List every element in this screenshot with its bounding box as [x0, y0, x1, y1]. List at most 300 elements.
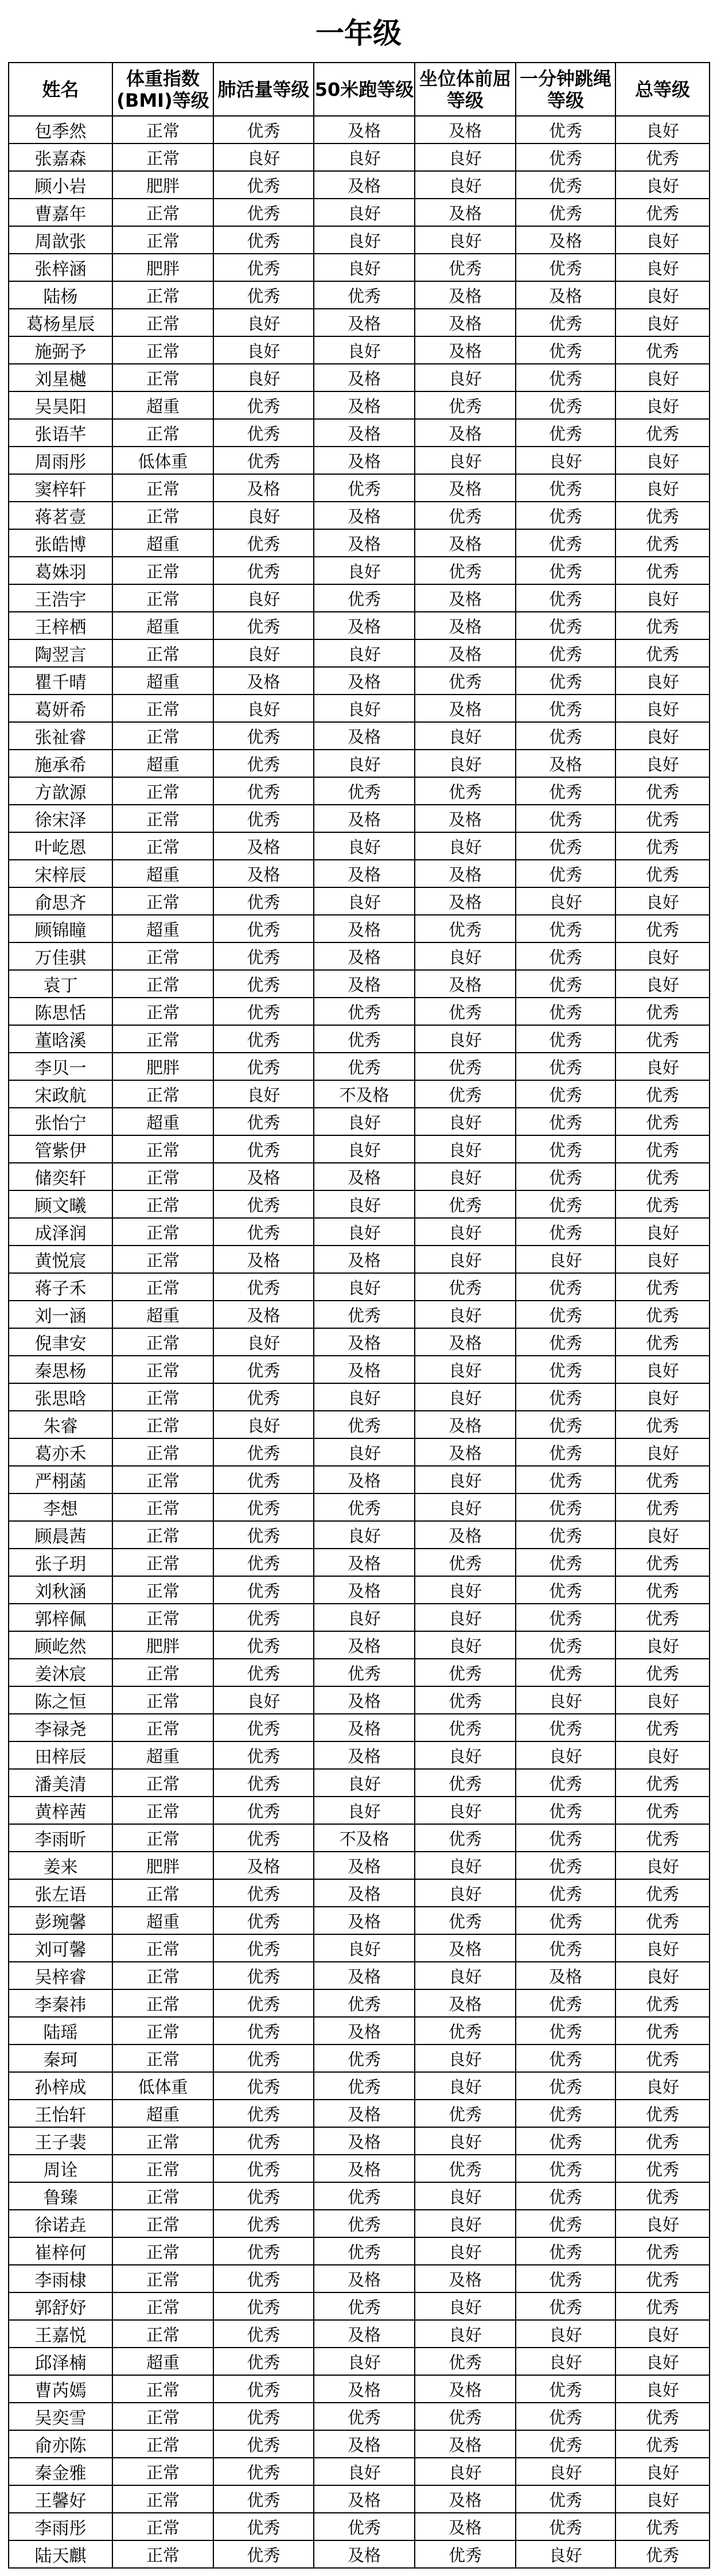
student-name-cell: 张左语 — [9, 1879, 112, 1907]
table-row — [9, 777, 710, 805]
sit-and-reach-grade-cell: 及格 — [415, 887, 516, 915]
table-row — [9, 447, 710, 474]
sit-and-reach-grade-cell: 良好 — [415, 1383, 516, 1411]
bmi-grade-cell: 超重 — [112, 2348, 213, 2375]
bmi-grade-cell: 正常 — [112, 1989, 213, 2017]
sit-and-reach-grade-cell: 优秀 — [415, 2017, 516, 2044]
total-grade-cell: 优秀 — [615, 1549, 710, 1576]
rope-skipping-grade-cell: 优秀 — [516, 667, 615, 695]
total-grade-cell: 优秀 — [615, 1769, 710, 1797]
table-row — [9, 2292, 710, 2320]
run-50m-grade-cell: 及格 — [314, 116, 415, 143]
sit-and-reach-grade-cell: 良好 — [415, 226, 516, 254]
rope-skipping-grade-cell: 优秀 — [516, 1934, 615, 1962]
lung-capacity-grade-cell: 优秀 — [213, 1631, 314, 1659]
rope-skipping-grade-cell: 优秀 — [516, 1273, 615, 1301]
total-grade-cell: 优秀 — [615, 1907, 710, 1934]
sit-and-reach-grade-cell: 优秀 — [415, 2155, 516, 2182]
run-50m-grade-cell: 良好 — [314, 832, 415, 860]
sit-and-reach-grade-cell: 优秀 — [415, 2100, 516, 2127]
rope-skipping-grade-cell: 优秀 — [516, 2430, 615, 2458]
total-grade-cell: 优秀 — [615, 1025, 710, 1053]
table-row — [9, 2320, 710, 2348]
total-grade-cell: 优秀 — [615, 1108, 710, 1135]
lung-capacity-grade-cell: 优秀 — [213, 1576, 314, 1604]
rope-skipping-grade-cell: 优秀 — [516, 199, 615, 226]
sit-and-reach-grade-cell: 良好 — [415, 2182, 516, 2210]
rope-skipping-grade-cell: 及格 — [516, 750, 615, 777]
lung-capacity-grade-cell: 优秀 — [213, 1824, 314, 1852]
rope-skipping-grade-cell: 优秀 — [516, 2072, 615, 2100]
bmi-grade-cell: 正常 — [112, 1163, 213, 1190]
lung-capacity-grade-cell: 优秀 — [213, 1659, 314, 1686]
run-50m-grade-cell: 及格 — [314, 1741, 415, 1769]
lung-capacity-grade-cell: 优秀 — [213, 1549, 314, 1576]
sit-and-reach-grade-cell: 良好 — [415, 2320, 516, 2348]
lung-capacity-grade-cell: 优秀 — [213, 2265, 314, 2292]
student-name-cell: 秦金雅 — [9, 2458, 112, 2485]
lung-capacity-grade-cell: 及格 — [213, 474, 314, 502]
total-grade-cell: 优秀 — [615, 1411, 710, 1438]
table-row — [9, 860, 710, 887]
rope-skipping-grade-cell: 优秀 — [516, 2100, 615, 2127]
sit-and-reach-grade-cell: 优秀 — [415, 1769, 516, 1797]
rope-skipping-grade-cell: 优秀 — [516, 1989, 615, 2017]
total-grade-cell: 优秀 — [615, 998, 710, 1025]
total-grade-cell: 良好 — [615, 1686, 710, 1714]
student-name-cell: 张祉睿 — [9, 722, 112, 750]
total-grade-cell: 良好 — [615, 391, 710, 419]
total-grade-cell: 优秀 — [615, 2403, 710, 2430]
run-50m-grade-cell: 优秀 — [314, 584, 415, 612]
table-row — [9, 1852, 710, 1879]
student-name-cell: 李贝一 — [9, 1053, 112, 1080]
run-50m-grade-cell: 及格 — [314, 1163, 415, 1190]
run-50m-grade-cell: 优秀 — [314, 1493, 415, 1521]
sit-and-reach-grade-cell: 优秀 — [415, 998, 516, 1025]
lung-capacity-grade-cell: 优秀 — [213, 1934, 314, 1962]
table-row — [9, 1714, 710, 1741]
sit-and-reach-grade-cell: 良好 — [415, 1741, 516, 1769]
sit-and-reach-grade-cell: 及格 — [415, 970, 516, 998]
table-row — [9, 998, 710, 1025]
lung-capacity-grade-cell: 良好 — [213, 143, 314, 171]
rope-skipping-grade-cell: 优秀 — [516, 2155, 615, 2182]
sit-and-reach-grade-cell: 优秀 — [415, 2540, 516, 2568]
rope-skipping-grade-cell: 优秀 — [516, 722, 615, 750]
bmi-grade-cell: 正常 — [112, 1824, 213, 1852]
table-row — [9, 1879, 710, 1907]
rope-skipping-grade-cell: 优秀 — [516, 1493, 615, 1521]
sit-and-reach-grade-cell: 优秀 — [415, 667, 516, 695]
sit-and-reach-grade-cell: 良好 — [415, 1962, 516, 1989]
table-row — [9, 639, 710, 667]
rope-skipping-grade-cell: 优秀 — [516, 612, 615, 639]
rope-skipping-grade-cell: 优秀 — [516, 557, 615, 584]
total-grade-cell: 良好 — [615, 474, 710, 502]
rope-skipping-grade-cell: 优秀 — [516, 116, 615, 143]
student-name-cell: 管紫伊 — [9, 1135, 112, 1163]
lung-capacity-grade-cell: 优秀 — [213, 722, 314, 750]
total-grade-cell: 良好 — [615, 171, 710, 199]
total-grade-cell: 良好 — [615, 254, 710, 281]
total-grade-cell: 良好 — [615, 309, 710, 336]
total-grade-cell: 良好 — [615, 2485, 710, 2513]
student-name-cell: 顾小岩 — [9, 171, 112, 199]
sit-and-reach-grade-cell: 优秀 — [415, 502, 516, 529]
table-row — [9, 199, 710, 226]
rope-skipping-grade-cell: 优秀 — [516, 1852, 615, 1879]
rope-skipping-grade-cell: 优秀 — [516, 998, 615, 1025]
total-grade-cell: 良好 — [615, 970, 710, 998]
rope-skipping-grade-cell: 优秀 — [516, 1301, 615, 1328]
table-row — [9, 502, 710, 529]
bmi-grade-cell: 正常 — [112, 970, 213, 998]
table-row — [9, 1521, 710, 1549]
lung-capacity-grade-cell: 优秀 — [213, 2182, 314, 2210]
lung-capacity-grade-cell: 良好 — [213, 364, 314, 391]
table-row — [9, 1218, 710, 1246]
rope-skipping-grade-cell: 优秀 — [516, 1714, 615, 1741]
table-row — [9, 2017, 710, 2044]
run-50m-grade-cell: 不及格 — [314, 1080, 415, 1108]
lung-capacity-grade-cell: 优秀 — [213, 1025, 314, 1053]
bmi-grade-cell: 正常 — [112, 2375, 213, 2403]
bmi-grade-cell: 正常 — [112, 1576, 213, 1604]
run-50m-grade-cell: 优秀 — [314, 2292, 415, 2320]
table-row — [9, 887, 710, 915]
rope-skipping-grade-cell: 优秀 — [516, 584, 615, 612]
rope-skipping-grade-cell: 优秀 — [516, 805, 615, 832]
lung-capacity-grade-cell: 优秀 — [213, 942, 314, 970]
total-grade-cell: 优秀 — [615, 2155, 710, 2182]
bmi-grade-cell: 超重 — [112, 1741, 213, 1769]
total-grade-cell: 优秀 — [615, 557, 710, 584]
rope-skipping-grade-cell: 优秀 — [516, 2375, 615, 2403]
run-50m-grade-cell: 良好 — [314, 1604, 415, 1631]
table-row — [9, 2485, 710, 2513]
student-name-cell: 王子裴 — [9, 2127, 112, 2155]
student-name-cell: 顾文曦 — [9, 1190, 112, 1218]
student-name-cell: 陆天麒 — [9, 2540, 112, 2568]
table-row — [9, 1383, 710, 1411]
table-row — [9, 1135, 710, 1163]
run-50m-grade-cell: 良好 — [314, 1934, 415, 1962]
rope-skipping-grade-cell: 优秀 — [516, 695, 615, 722]
run-50m-grade-cell: 良好 — [314, 887, 415, 915]
bmi-grade-cell: 超重 — [112, 2100, 213, 2127]
lung-capacity-grade-cell: 优秀 — [213, 2072, 314, 2100]
run-50m-grade-cell: 及格 — [314, 1686, 415, 1714]
rope-skipping-grade-cell: 优秀 — [516, 2485, 615, 2513]
total-grade-cell: 良好 — [615, 2320, 710, 2348]
run-50m-grade-cell: 及格 — [314, 915, 415, 942]
total-grade-cell: 优秀 — [615, 336, 710, 364]
total-grade-cell: 优秀 — [615, 1576, 710, 1604]
sit-and-reach-grade-cell: 良好 — [415, 1466, 516, 1493]
table-row — [9, 2348, 710, 2375]
rope-skipping-grade-cell: 优秀 — [516, 1053, 615, 1080]
total-grade-cell: 优秀 — [615, 143, 710, 171]
student-name-cell: 顾屹然 — [9, 1631, 112, 1659]
sit-and-reach-grade-cell: 及格 — [415, 2375, 516, 2403]
sit-and-reach-grade-cell: 良好 — [415, 1576, 516, 1604]
total-grade-cell: 优秀 — [615, 1328, 710, 1356]
sit-and-reach-grade-cell: 良好 — [415, 2072, 516, 2100]
table-row — [9, 1053, 710, 1080]
lung-capacity-grade-cell: 优秀 — [213, 2155, 314, 2182]
rope-skipping-grade-cell: 优秀 — [516, 254, 615, 281]
run-50m-grade-cell: 及格 — [314, 612, 415, 639]
lung-capacity-grade-cell: 优秀 — [213, 2375, 314, 2403]
sit-and-reach-grade-cell: 及格 — [415, 336, 516, 364]
sit-and-reach-grade-cell: 及格 — [415, 584, 516, 612]
bmi-grade-cell: 正常 — [112, 777, 213, 805]
run-50m-grade-cell: 及格 — [314, 364, 415, 391]
student-name-cell: 叶屹恩 — [9, 832, 112, 860]
bmi-grade-cell: 低体重 — [112, 447, 213, 474]
rope-skipping-grade-cell: 优秀 — [516, 1135, 615, 1163]
lung-capacity-grade-cell: 优秀 — [213, 2458, 314, 2485]
rope-skipping-grade-cell: 优秀 — [516, 1438, 615, 1466]
run-50m-grade-cell: 优秀 — [314, 998, 415, 1025]
run-50m-grade-cell: 良好 — [314, 1135, 415, 1163]
run-50m-grade-cell: 及格 — [314, 2265, 415, 2292]
student-name-cell: 鲁臻 — [9, 2182, 112, 2210]
sit-and-reach-grade-cell: 优秀 — [415, 915, 516, 942]
rope-skipping-grade-cell: 良好 — [516, 2348, 615, 2375]
lung-capacity-grade-cell: 优秀 — [213, 2485, 314, 2513]
lung-capacity-grade-cell: 优秀 — [213, 171, 314, 199]
bmi-grade-cell: 正常 — [112, 557, 213, 584]
total-grade-cell: 优秀 — [615, 2513, 710, 2540]
rope-skipping-grade-cell: 优秀 — [516, 143, 615, 171]
bmi-grade-cell: 正常 — [112, 1438, 213, 1466]
rope-skipping-grade-cell: 优秀 — [516, 1549, 615, 1576]
total-grade-cell: 良好 — [615, 2348, 710, 2375]
student-name-cell: 张语芊 — [9, 419, 112, 447]
table-row — [9, 1631, 710, 1659]
header-total: 总等级 — [615, 63, 710, 116]
sit-and-reach-grade-cell: 优秀 — [415, 1907, 516, 1934]
bmi-grade-cell: 超重 — [112, 391, 213, 419]
lung-capacity-grade-cell: 及格 — [213, 1163, 314, 1190]
bmi-grade-cell: 正常 — [112, 942, 213, 970]
student-name-cell: 张思晗 — [9, 1383, 112, 1411]
run-50m-grade-cell: 及格 — [314, 1907, 415, 1934]
table-row — [9, 143, 710, 171]
bmi-grade-cell: 正常 — [112, 1135, 213, 1163]
run-50m-grade-cell: 优秀 — [314, 2044, 415, 2072]
bmi-grade-cell: 超重 — [112, 915, 213, 942]
rope-skipping-grade-cell: 优秀 — [516, 2292, 615, 2320]
sit-and-reach-grade-cell: 优秀 — [415, 1714, 516, 1741]
student-name-cell: 葛亦禾 — [9, 1438, 112, 1466]
total-grade-cell: 良好 — [615, 1218, 710, 1246]
table-row — [9, 1163, 710, 1190]
total-grade-cell: 良好 — [615, 584, 710, 612]
bmi-grade-cell: 正常 — [112, 1080, 213, 1108]
bmi-grade-cell: 正常 — [112, 2265, 213, 2292]
table-row — [9, 2403, 710, 2430]
total-grade-cell: 良好 — [615, 226, 710, 254]
total-grade-cell: 良好 — [615, 1962, 710, 1989]
bmi-grade-cell: 正常 — [112, 998, 213, 1025]
student-name-cell: 瞿千晴 — [9, 667, 112, 695]
sit-and-reach-grade-cell: 良好 — [415, 1356, 516, 1383]
run-50m-grade-cell: 及格 — [314, 1576, 415, 1604]
total-grade-cell: 优秀 — [615, 199, 710, 226]
sit-and-reach-grade-cell: 及格 — [415, 281, 516, 309]
bmi-grade-cell: 正常 — [112, 2017, 213, 2044]
student-name-cell: 蒋子禾 — [9, 1273, 112, 1301]
run-50m-grade-cell: 及格 — [314, 447, 415, 474]
table-row — [9, 2044, 710, 2072]
student-name-cell: 张子玥 — [9, 1549, 112, 1576]
table-row — [9, 2210, 710, 2237]
table-row — [9, 2237, 710, 2265]
sit-and-reach-grade-cell: 良好 — [415, 171, 516, 199]
page-title: 一年级 — [315, 17, 402, 50]
table-row — [9, 1934, 710, 1962]
lung-capacity-grade-cell: 优秀 — [213, 529, 314, 557]
run-50m-grade-cell: 优秀 — [314, 1411, 415, 1438]
table-row — [9, 1769, 710, 1797]
lung-capacity-grade-cell: 良好 — [213, 502, 314, 529]
bmi-grade-cell: 正常 — [112, 2430, 213, 2458]
student-name-cell: 窦梓轩 — [9, 474, 112, 502]
table-row — [9, 832, 710, 860]
lung-capacity-grade-cell: 优秀 — [213, 1438, 314, 1466]
lung-capacity-grade-cell: 优秀 — [213, 1714, 314, 1741]
student-name-cell: 黄梓茜 — [9, 1797, 112, 1824]
student-name-cell: 周歆张 — [9, 226, 112, 254]
sit-and-reach-grade-cell: 良好 — [415, 1604, 516, 1631]
sit-and-reach-grade-cell: 及格 — [415, 474, 516, 502]
bmi-grade-cell: 正常 — [112, 722, 213, 750]
rope-skipping-grade-cell: 及格 — [516, 226, 615, 254]
table-row — [9, 1604, 710, 1631]
student-name-cell: 蒋茗壹 — [9, 502, 112, 529]
student-name-cell: 朱睿 — [9, 1411, 112, 1438]
lung-capacity-grade-cell: 优秀 — [213, 1604, 314, 1631]
bmi-grade-cell: 正常 — [112, 281, 213, 309]
run-50m-grade-cell: 优秀 — [314, 1053, 415, 1080]
sit-and-reach-grade-cell: 及格 — [415, 1934, 516, 1962]
run-50m-grade-cell: 优秀 — [314, 2513, 415, 2540]
bmi-grade-cell: 正常 — [112, 639, 213, 667]
lung-capacity-grade-cell: 优秀 — [213, 2017, 314, 2044]
total-grade-cell: 优秀 — [615, 639, 710, 667]
run-50m-grade-cell: 优秀 — [314, 2210, 415, 2237]
sit-and-reach-grade-cell: 良好 — [415, 2127, 516, 2155]
lung-capacity-grade-cell: 优秀 — [213, 254, 314, 281]
lung-capacity-grade-cell: 优秀 — [213, 1797, 314, 1824]
run-50m-grade-cell: 良好 — [314, 2458, 415, 2485]
bmi-grade-cell: 正常 — [112, 832, 213, 860]
total-grade-cell: 优秀 — [615, 502, 710, 529]
total-grade-cell: 优秀 — [615, 915, 710, 942]
run-50m-grade-cell: 及格 — [314, 2430, 415, 2458]
rope-skipping-grade-cell: 良好 — [516, 1741, 615, 1769]
lung-capacity-grade-cell: 及格 — [213, 832, 314, 860]
sit-and-reach-grade-cell: 良好 — [415, 143, 516, 171]
sit-and-reach-grade-cell: 良好 — [415, 1631, 516, 1659]
total-grade-cell: 良好 — [615, 2210, 710, 2237]
sit-and-reach-grade-cell: 及格 — [415, 2513, 516, 2540]
bmi-grade-cell: 正常 — [112, 1797, 213, 1824]
total-grade-cell: 良好 — [615, 2458, 710, 2485]
rope-skipping-grade-cell: 优秀 — [516, 1328, 615, 1356]
student-name-cell: 陆杨 — [9, 281, 112, 309]
lung-capacity-grade-cell: 优秀 — [213, 970, 314, 998]
sit-and-reach-grade-cell: 良好 — [415, 942, 516, 970]
total-grade-cell: 优秀 — [615, 1824, 710, 1852]
total-grade-cell: 优秀 — [615, 1466, 710, 1493]
lung-capacity-grade-cell: 优秀 — [213, 1273, 314, 1301]
bmi-grade-cell: 正常 — [112, 1383, 213, 1411]
run-50m-grade-cell: 及格 — [314, 722, 415, 750]
header-row — [9, 63, 710, 116]
run-50m-grade-cell: 及格 — [314, 1631, 415, 1659]
sit-and-reach-grade-cell: 及格 — [415, 116, 516, 143]
rope-skipping-grade-cell: 优秀 — [516, 1604, 615, 1631]
table-row — [9, 1907, 710, 1934]
total-grade-cell: 优秀 — [615, 1604, 710, 1631]
table-row — [9, 1301, 710, 1328]
student-name-cell: 董晗溪 — [9, 1025, 112, 1053]
run-50m-grade-cell: 良好 — [314, 1108, 415, 1135]
student-name-cell: 葛姝羽 — [9, 557, 112, 584]
bmi-grade-cell: 超重 — [112, 750, 213, 777]
lung-capacity-grade-cell: 及格 — [213, 667, 314, 695]
bmi-grade-cell: 正常 — [112, 309, 213, 336]
sit-and-reach-grade-cell: 及格 — [415, 1328, 516, 1356]
rope-skipping-grade-cell: 优秀 — [516, 364, 615, 391]
rope-skipping-grade-cell: 优秀 — [516, 832, 615, 860]
sit-and-reach-grade-cell: 优秀 — [415, 391, 516, 419]
rope-skipping-grade-cell: 优秀 — [516, 1411, 615, 1438]
total-grade-cell: 优秀 — [615, 529, 710, 557]
sit-and-reach-grade-cell: 良好 — [415, 1879, 516, 1907]
student-name-cell: 陈思恬 — [9, 998, 112, 1025]
lung-capacity-grade-cell: 良好 — [213, 695, 314, 722]
sit-and-reach-grade-cell: 及格 — [415, 1438, 516, 1466]
rope-skipping-grade-cell: 优秀 — [516, 1080, 615, 1108]
sit-and-reach-grade-cell: 及格 — [415, 860, 516, 887]
rope-skipping-grade-cell: 优秀 — [516, 2513, 615, 2540]
table-row — [9, 2155, 710, 2182]
run-50m-grade-cell: 良好 — [314, 695, 415, 722]
sit-and-reach-grade-cell: 良好 — [415, 1493, 516, 1521]
student-name-cell: 刘一涵 — [9, 1301, 112, 1328]
run-50m-grade-cell: 及格 — [314, 391, 415, 419]
run-50m-grade-cell: 良好 — [314, 1521, 415, 1549]
table-row — [9, 1962, 710, 1989]
bmi-grade-cell: 正常 — [112, 1659, 213, 1686]
rope-skipping-grade-cell: 优秀 — [516, 970, 615, 998]
total-grade-cell: 良好 — [615, 364, 710, 391]
run-50m-grade-cell: 优秀 — [314, 2403, 415, 2430]
bmi-grade-cell: 正常 — [112, 226, 213, 254]
bmi-grade-cell: 正常 — [112, 1604, 213, 1631]
sit-and-reach-grade-cell: 优秀 — [415, 777, 516, 805]
lung-capacity-grade-cell: 良好 — [213, 1328, 314, 1356]
run-50m-grade-cell: 及格 — [314, 805, 415, 832]
sit-and-reach-grade-cell: 及格 — [415, 529, 516, 557]
total-grade-cell: 优秀 — [615, 1797, 710, 1824]
lung-capacity-grade-cell: 优秀 — [213, 777, 314, 805]
